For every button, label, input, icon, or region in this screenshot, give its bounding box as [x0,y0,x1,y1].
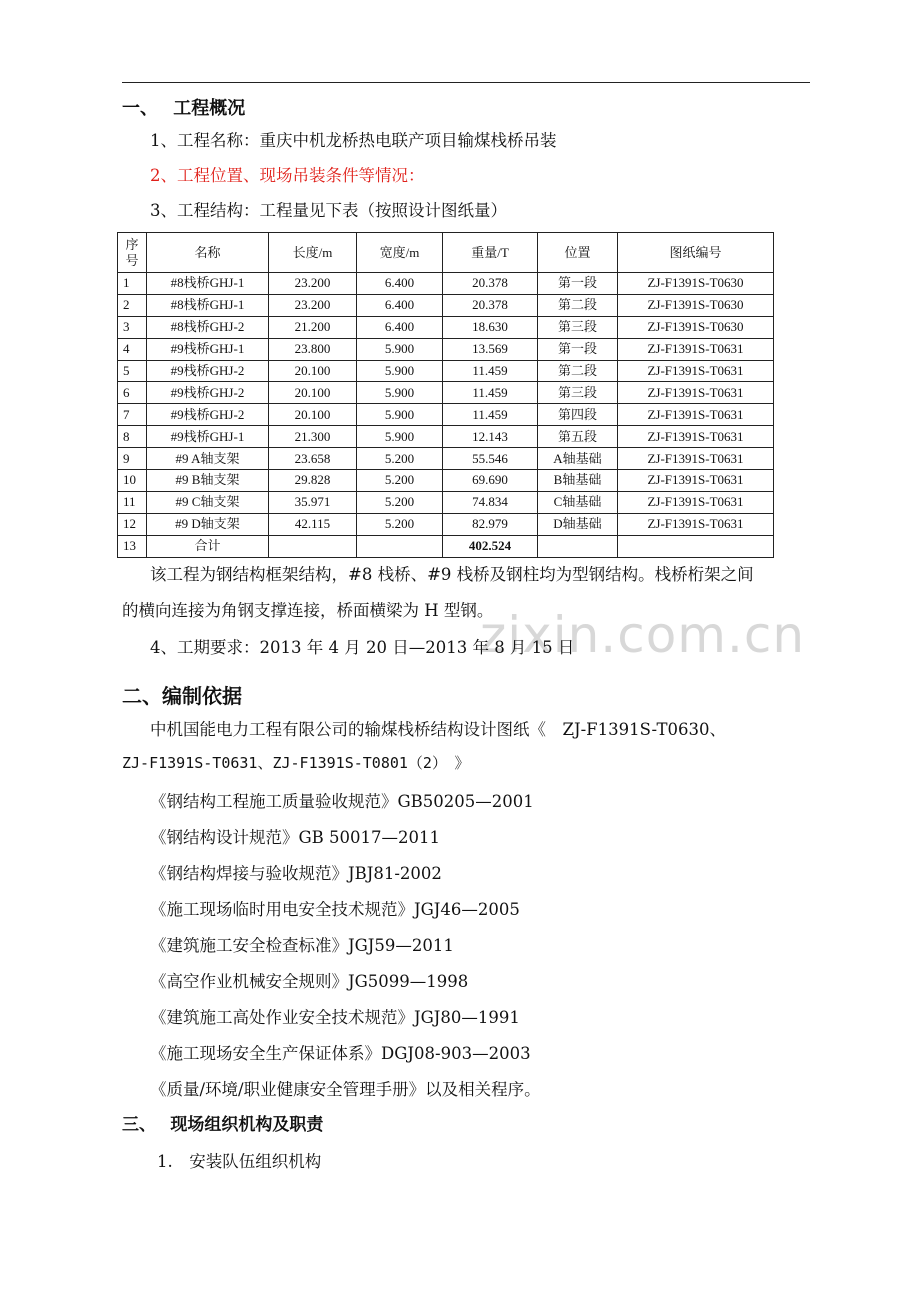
watermark: zixin.com.cn [480,606,806,664]
cell: D轴基础 [538,513,618,535]
cell [538,535,618,557]
cell: ZJ-F1391S-T0631 [618,382,774,404]
section2-heading: 二、编制依据 [122,684,242,708]
table-row [118,513,774,535]
reference-item: 《施工现场临时用电安全技术规范》JGJ46—2005 [150,900,520,919]
section3-heading: 三、 现场组织机构及职责 [122,1115,324,1135]
cell: C轴基础 [538,491,618,513]
cell: ZJ-F1391S-T0631 [618,491,774,513]
cell: #8栈桥GHJ-2 [147,316,269,338]
cell: 5 [118,360,147,382]
cell: 18.630 [443,316,538,338]
col-header-seq: 序号 [118,233,147,273]
cell: 74.834 [443,491,538,513]
quantity-table [117,232,774,558]
cell: 21.300 [269,426,357,448]
table-total-row [118,535,774,557]
table-header-row [118,233,774,273]
col-header-width: 宽度/m [357,233,443,273]
cell: 第一段 [538,338,618,360]
cell: 20.378 [443,294,538,316]
section1-heading: 一、 工程概况 [122,98,246,119]
cell: 5.900 [357,404,443,426]
install-team-item: 1. 安装队伍组织机构 [157,1152,322,1171]
cell: #9 B轴支架 [147,470,269,492]
cell: 合计 [147,535,269,557]
cell: 5.200 [357,491,443,513]
cell: ZJ-F1391S-T0631 [618,448,774,470]
cell: 11.459 [443,404,538,426]
cell: 11.459 [443,360,538,382]
cell: #9 C轴支架 [147,491,269,513]
table-row [118,404,774,426]
col-header-name: 名称 [147,233,269,273]
cell: ZJ-F1391S-T0631 [618,470,774,492]
cell: 13.569 [443,338,538,360]
cell: 29.828 [269,470,357,492]
cell: 20.100 [269,360,357,382]
table-row [118,294,774,316]
table-row [118,360,774,382]
total-weight: 402.524 [443,535,538,557]
cell: 第五段 [538,426,618,448]
cell: 20.100 [269,382,357,404]
cell: 42.115 [269,513,357,535]
table-row [118,491,774,513]
cell: ZJ-F1391S-T0631 [618,338,774,360]
cell: 第二段 [538,294,618,316]
cell: ZJ-F1391S-T0630 [618,316,774,338]
cell: 7 [118,404,147,426]
reference-item: 《施工现场安全生产保证体系》DGJ08-903—2003 [150,1044,531,1063]
structure-para-line1: 该工程为钢结构框架结构，#8 栈桥、#9 栈桥及钢柱均为型钢结构。栈桥桁架之间 [150,565,754,584]
cell: 3 [118,316,147,338]
col-header-position: 位置 [538,233,618,273]
cell: 9 [118,448,147,470]
cell: #8栈桥GHJ-1 [147,294,269,316]
cell: 21.200 [269,316,357,338]
cell: ZJ-F1391S-T0630 [618,273,774,295]
cell: 20.100 [269,404,357,426]
project-location: 2、工程位置、现场吊装条件等情况： [150,166,425,185]
col-header-length: 长度/m [269,233,357,273]
cell: 5.900 [357,338,443,360]
cell: 69.690 [443,470,538,492]
reference-item: 《高空作业机械安全规则》JG5099—1998 [150,972,469,991]
cell: #9栈桥GHJ-1 [147,338,269,360]
cell: 11.459 [443,382,538,404]
cell: #9 A轴支架 [147,448,269,470]
basis-line2: ZJ-F1391S-T0631、ZJ-F1391S-T0801（2） 》 [122,754,470,772]
cell: 5.200 [357,513,443,535]
cell: 23.800 [269,338,357,360]
cell: #9栈桥GHJ-2 [147,360,269,382]
cell: 1 [118,273,147,295]
cell: 5.900 [357,360,443,382]
cell: 第二段 [538,360,618,382]
table-row [118,316,774,338]
table-row [118,382,774,404]
cell: 13 [118,535,147,557]
cell: 5.200 [357,448,443,470]
cell: ZJ-F1391S-T0631 [618,426,774,448]
cell: ZJ-F1391S-T0631 [618,404,774,426]
cell: 5.900 [357,382,443,404]
cell: 第一段 [538,273,618,295]
cell: 11 [118,491,147,513]
col-header-drawing: 图纸编号 [618,233,774,273]
cell: 6 [118,382,147,404]
cell: 4 [118,338,147,360]
cell [357,535,443,557]
cell: ZJ-F1391S-T0630 [618,294,774,316]
reference-item: 《建筑施工安全检查标准》JGJ59—2011 [150,936,454,955]
cell: 10 [118,470,147,492]
cell [618,535,774,557]
cell: #8栈桥GHJ-1 [147,273,269,295]
cell: 6.400 [357,316,443,338]
cell: 第三段 [538,382,618,404]
cell: ZJ-F1391S-T0631 [618,513,774,535]
basis-line1 [150,716,726,740]
cell: 6.400 [357,273,443,295]
table-row [118,338,774,360]
reference-item: 《钢结构工程施工质量验收规范》GB50205—2001 [150,792,534,811]
cell: #9栈桥GHJ-1 [147,426,269,448]
cell: 第三段 [538,316,618,338]
project-structure: 3、工程结构：工程量见下表（按照设计图纸量） [150,201,507,220]
cell: 12 [118,513,147,535]
cell: 2 [118,294,147,316]
cell: 12.143 [443,426,538,448]
cell: 20.378 [443,273,538,295]
cell: B轴基础 [538,470,618,492]
cell: 23.658 [269,448,357,470]
cell: ZJ-F1391S-T0631 [618,360,774,382]
cell: 5.200 [357,470,443,492]
project-name: 1、工程名称：重庆中机龙桥热电联产项目输煤栈桥吊装 [150,131,557,150]
cell: #9 D轴支架 [147,513,269,535]
schedule-item: 4、工期要求：2013 年 4 月 20 日—2013 年 8 月 15 日 [150,638,575,657]
cell: 第四段 [538,404,618,426]
reference-item: 《质量/环境/职业健康安全管理手册》以及相关程序。 [150,1080,541,1099]
reference-item: 《建筑施工高处作业安全技术规范》JGJ80—1991 [150,1008,520,1027]
cell: A轴基础 [538,448,618,470]
table-row [118,448,774,470]
cell: 35.971 [269,491,357,513]
cell: 55.546 [443,448,538,470]
header-rule [122,82,810,83]
reference-item: 《钢结构焊接与验收规范》JBJ81-2002 [150,864,442,883]
cell: 6.400 [357,294,443,316]
structure-para-line2: 的横向连接为角钢支撑连接，桥面横梁为 H 型钢。 [122,601,494,620]
cell [269,535,357,557]
reference-item: 《钢结构设计规范》GB 50017—2011 [150,828,441,847]
col-header-weight: 重量/T [443,233,538,273]
table-row [118,470,774,492]
cell: 23.200 [269,273,357,295]
cell: 8 [118,426,147,448]
cell: 5.900 [357,426,443,448]
cell: #9栈桥GHJ-2 [147,404,269,426]
cell: #9栈桥GHJ-2 [147,382,269,404]
cell: 23.200 [269,294,357,316]
table-row [118,426,774,448]
cell: 82.979 [443,513,538,535]
basis-line1-text: 中机国能电力工程有限公司的输煤栈桥结构设计图纸《 ZJ-F1391S-T0630、 [150,720,726,739]
table-row [118,273,774,295]
